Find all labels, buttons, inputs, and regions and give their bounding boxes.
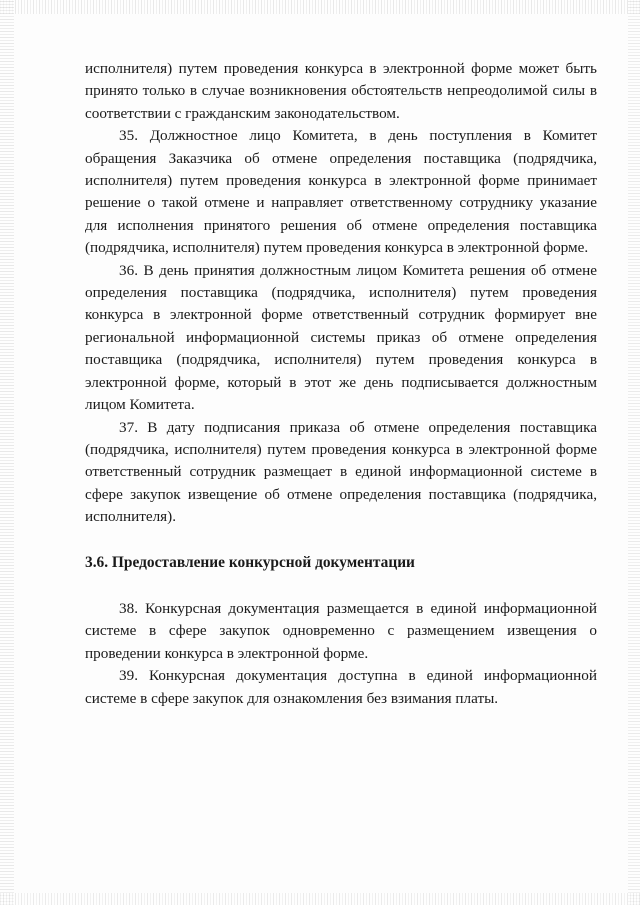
paragraph-35: 35. Должностное лицо Комитета, в день поступления в Комитет обращения Заказчика об отмене определения поставщика (подрядчика, исполнителя) путем проведения конкурса в электронной форме принимает решение о такой отмене и направляет ответственному сотруднику указание для исполнения принятого решения об отмене определения поставщика (подрядчика, исполнителя) путем проведения конкурса в электронной форме.	[85, 127, 597, 257]
paragraph-37: 37. В дату подписания приказа об отмене определения поставщика (подрядчика, исполнителя) путем проведения конкурса в электронной форме ответственный сотрудник размещает в единой информационной системе в сфере закупок извещение об отмене определения поставщика (подрядчика, исполнителя).	[85, 418, 597, 526]
scan-edge-top	[0, 0, 640, 14]
paragraph-39: 39. Конкурсная документация доступна в единой информационной системе в сфере закупок для ознакомления без взимания платы.	[85, 667, 597, 707]
scan-edge-right	[628, 0, 640, 905]
scan-edge-bottom	[0, 893, 640, 905]
section-heading: 3.6. Предоставление конкурсной документации	[85, 553, 415, 571]
paragraph-continuation: исполнителя) путем проведения конкурса в электронной форме может быть принято только в случае возникновения обстоятельств непреодолимой силы в соответствии с гражданским законодательством.	[85, 60, 597, 122]
document-body	[85, 58, 597, 710]
scan-edge-left	[0, 0, 14, 905]
paragraph-38: 38. Конкурсная документация размещается в единой информационной системе в сфере закупок одновременно с размещением извещения о проведении конкурса в электронной форме.	[85, 599, 597, 662]
paragraph-36: 36. В день принятия должностным лицом Комитета решения об отмене определения поставщика (подрядчика, исполнителя) путем проведения конкурса в электронной форме ответственный сотрудник формирует вне региональной информационной системы приказ об отмене определения поставщика (подрядчика, исполнителя) путем проведения конкурса в электронной форме, который в этот же день подписывается должностным лицом Комитета.	[85, 261, 597, 414]
